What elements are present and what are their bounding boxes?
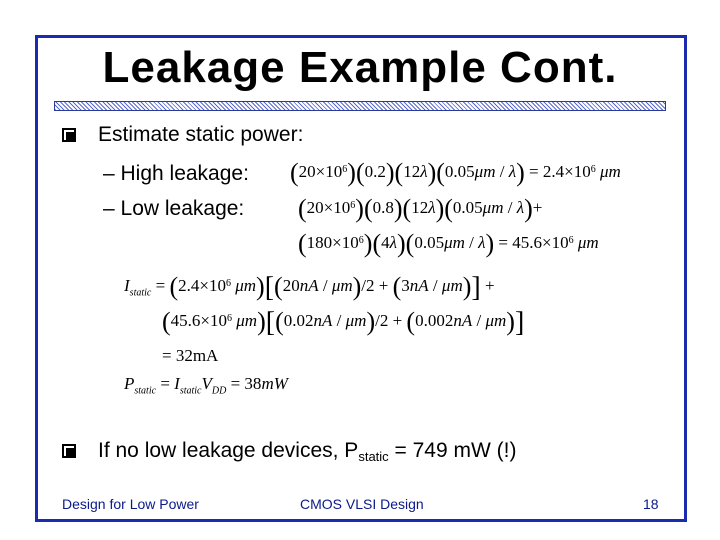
eq-pstatic: $P_{static} = I_{static}V_{DD} = 38mW$	[124, 374, 288, 397]
eq-istatic-2: ($45.6\times 10^6$ μm)[(0.02nA / μm)/2 + (0.002nA / μm)]	[162, 307, 525, 338]
eq-low-leakage-2: $(180\times 10^6)(4\lambda)(0.05\mu m / \lambda) = 45.6\times 10^6$ μm	[298, 229, 599, 258]
eq-high-leakage: $(20\times 10^6)(0.2)(12\lambda)(0.05\mu m / \lambda) = 2.4\times 10^6$ μm	[290, 158, 621, 187]
checkbox-bullet-icon	[62, 128, 76, 142]
slide-title: Leakage Example Cont.	[102, 43, 618, 92]
bullet-estimate: Estimate static power:	[98, 123, 304, 146]
checkbox-bullet-icon	[62, 444, 76, 458]
bullet-no-low-leakage	[98, 438, 516, 470]
bullet2-suffix: = 749 mW (!)	[388, 439, 517, 462]
eq-low-leakage-1: $(20\times 10^6)(0.8)(12\lambda)(0.05\mu m / \lambda)+$	[298, 194, 543, 223]
footer-center: CMOS VLSI Design	[300, 496, 424, 512]
page-number: 18	[643, 496, 659, 512]
footer-left: Design for Low Power	[62, 496, 199, 512]
bullet2-prefix: If no low leakage devices, P	[98, 439, 359, 462]
eq-istatic-1: $I_{static} = (2.4\times 10^6$ μm)[(20nA / μm)/2 + (3nA / μm)] +	[124, 272, 495, 303]
title-divider	[54, 101, 666, 111]
high-leakage-label: – High leakage:	[103, 162, 249, 185]
eq-istatic-3: = 32mA	[162, 346, 219, 365]
low-leakage-label: – Low leakage:	[103, 197, 245, 220]
bullet2-subscript: static	[358, 449, 389, 464]
